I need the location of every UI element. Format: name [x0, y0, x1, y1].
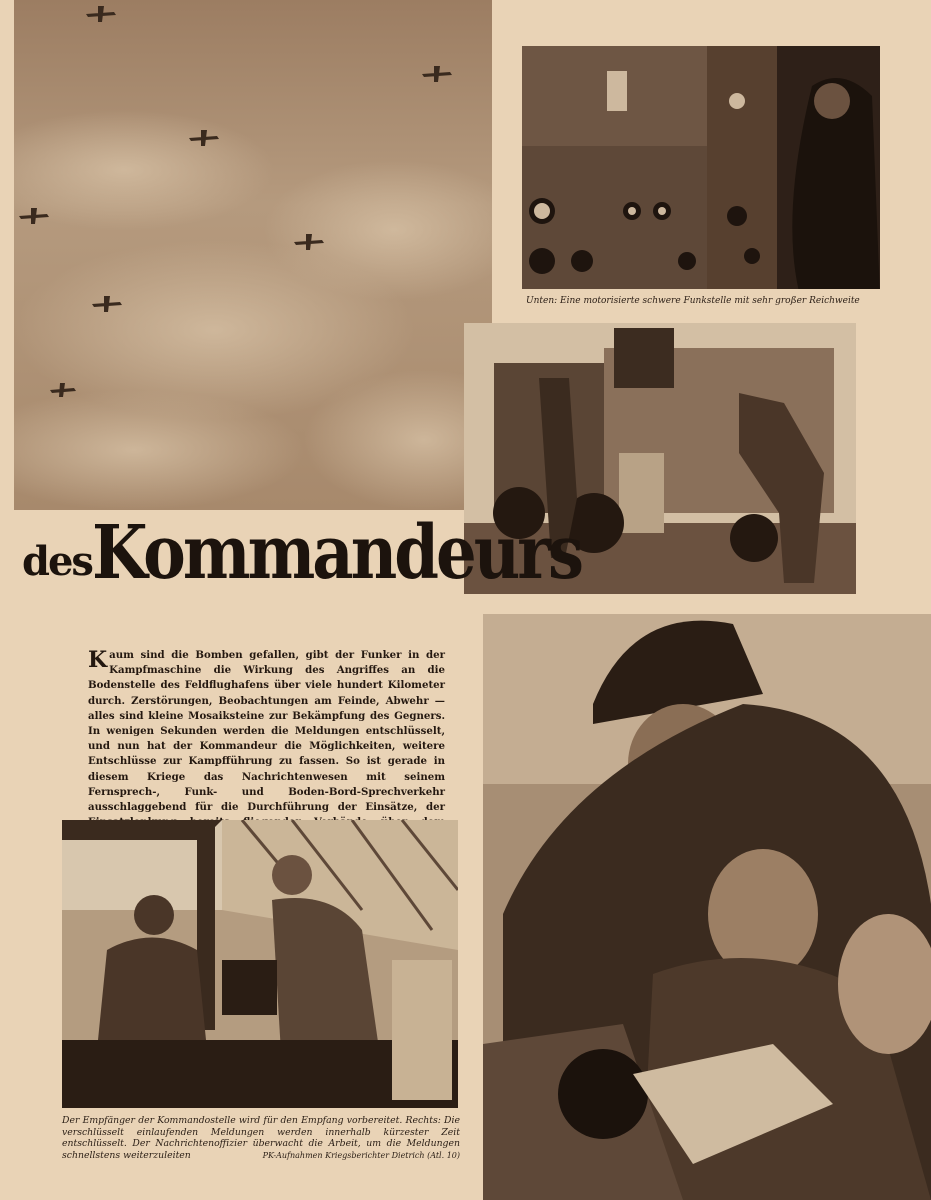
photo-credit: PK-Aufnahmen Kriegsberichter Dietrich (Atl. 10): [262, 1150, 460, 1160]
sky-aircraft-photo: [14, 0, 492, 510]
radio-photo-caption: Unten: Eine motorisierte schwere Funkstelle mit sehr großer Reichweite: [526, 296, 860, 306]
article-text: aum sind die Bomben gefallen, gibt der Funker in der Kampfmaschine die Wirkung des Angriffes an die Bodenstelle des Feldflughafens über viele hundert Kilometer durch. Zerstörungen, Beobachtungen am Feinde, Abwehr — alles sind kleine Mosaiksteine zur Bekämpfung des Gegners. In wenigen Sekunden werden die Meldungen entschlüsselt, und nun hat der Kommandeur die Möglichkeiten, weitere Entschlüsse zur Kampfführung zu fassen. So ist gerade in diesem Kriege das Nachrichtenwesen mit seinem Fernsprech-, Funk- und Boden-Bord-Sprechverkehr ausschlaggebend für die Durchführung der Einsätze, der: [88, 649, 445, 814]
bottom-caption: [62, 1115, 460, 1161]
article-dropcap: K: [88, 647, 108, 673]
radio-station-photo: [522, 46, 880, 289]
headline-word: Kommandeurs: [91, 510, 582, 597]
bottom-caption-text: Der Empfänger der Kommandostelle wird für den Empfang vorbereitet. Rechts: Die verschlüsselt einlaufenden Meldungen werden innerhalb kürzester Zeit entschlüsselt. Der Nachrichtenoffizier überwacht die Arbeit, um die Meldungen schnellstens weiterzuleiten: [62, 1115, 460, 1161]
headline: [22, 510, 582, 612]
headline-prefix: des: [22, 538, 92, 585]
cipher-officers-photo: [483, 614, 931, 1200]
receiver-crew-photo: [62, 820, 458, 1108]
